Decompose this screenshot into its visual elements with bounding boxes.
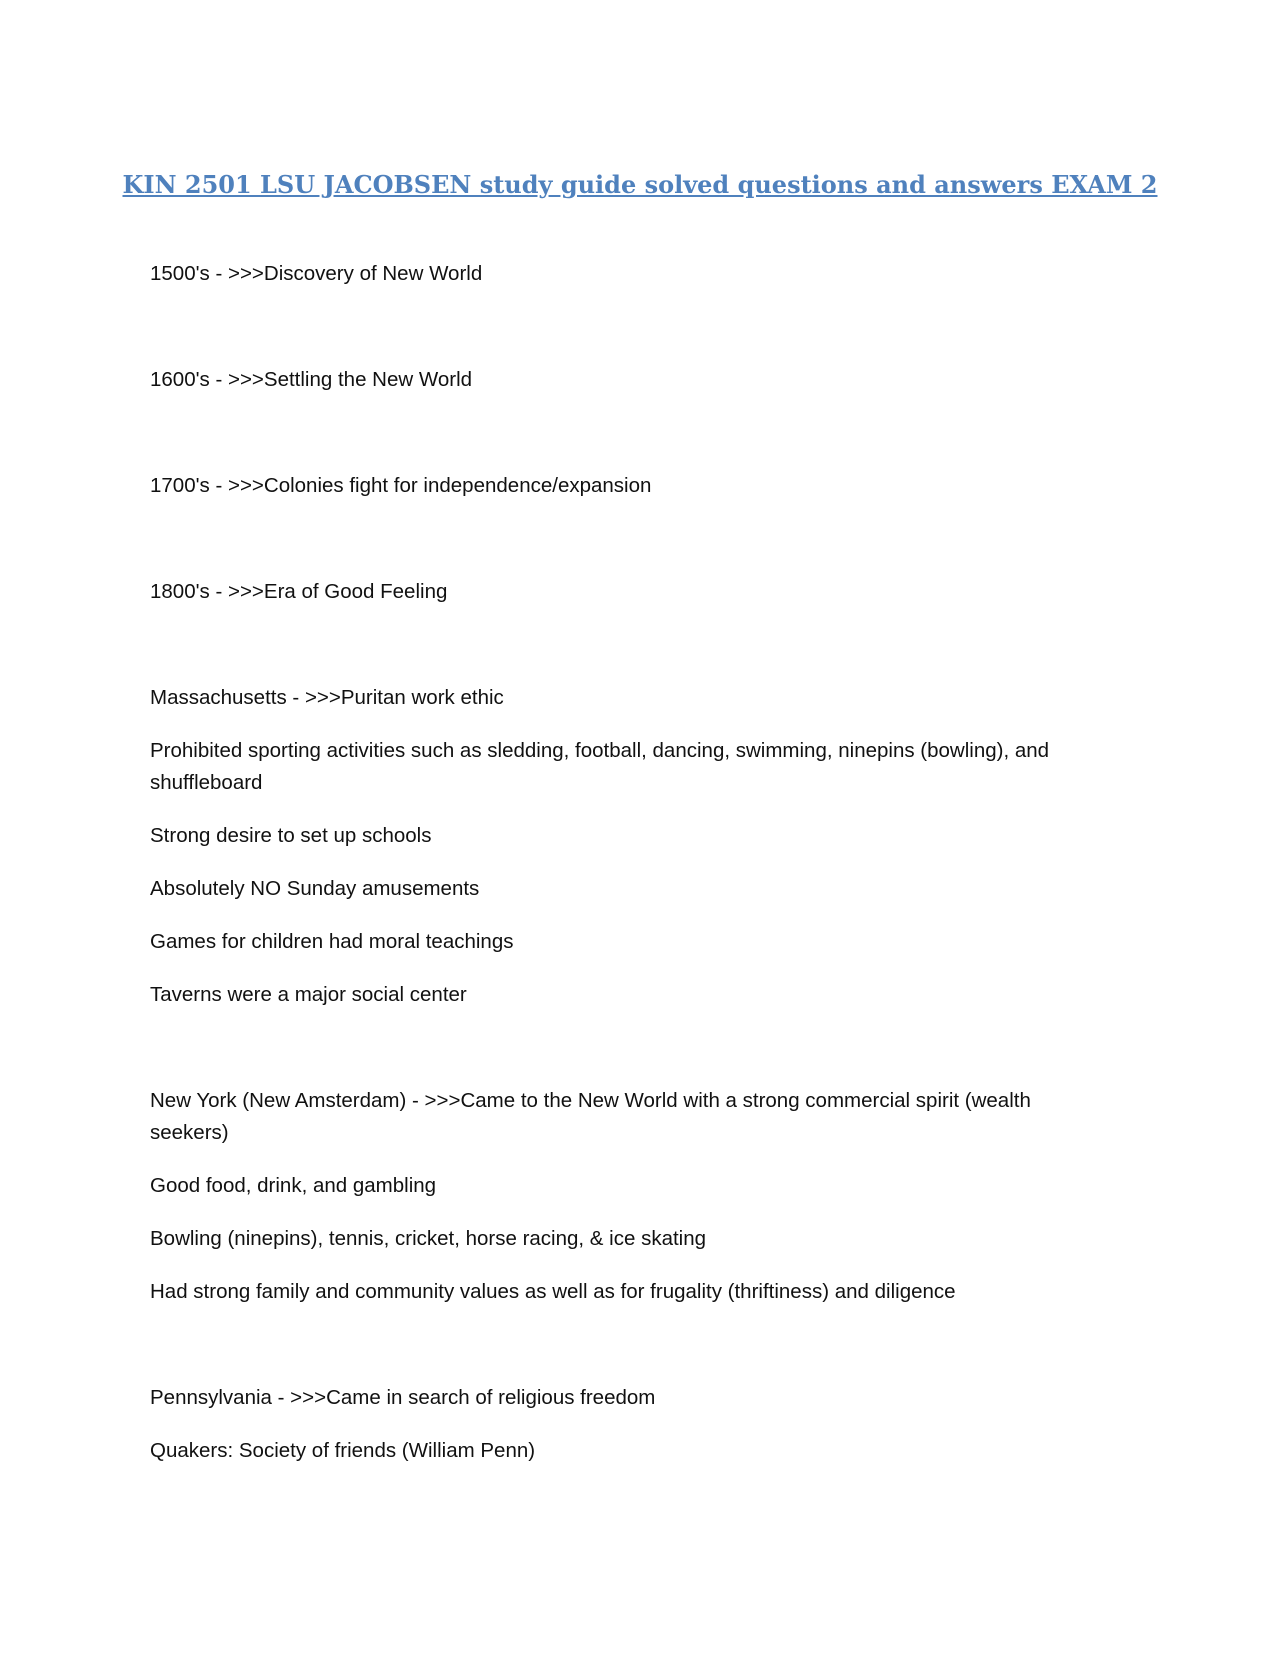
- paragraph-good-food: Good food, drink, and gambling: [150, 1174, 437, 1197]
- paragraph-schools: Strong desire to set up schools: [150, 824, 432, 847]
- paragraph-sunday: Absolutely NO Sunday amusements: [150, 877, 480, 900]
- paragraph-massachusetts: Massachusetts - >>>Puritan work ethic: [150, 686, 504, 709]
- paragraph-bowling: Bowling (ninepins), tennis, cricket, horse racing, & ice skating: [150, 1227, 707, 1250]
- paragraph-1800s: 1800's - >>>Era of Good Feeling: [150, 580, 448, 603]
- paragraph-new-york: New York (New Amsterdam) - >>>Came to the New World with a strong commercial spirit (wealth seekers): [150, 1089, 1037, 1144]
- paragraph-games: Games for children had moral teachings: [150, 930, 514, 953]
- paragraph-family-values: Had strong family and community values as well as for frugality (thriftiness) and diligence: [150, 1280, 956, 1303]
- paragraph-taverns: Taverns were a major social center: [150, 983, 467, 1006]
- paragraph-quakers: Quakers: Society of friends (William Penn): [150, 1439, 536, 1462]
- paragraph-prohibited: Prohibited sporting activities such as sledding, football, dancing, swimming, ninepins (bowling), and shuffleboard: [150, 739, 1055, 794]
- paragraph-pennsylvania: Pennsylvania - >>>Came in search of religious freedom: [150, 1386, 656, 1409]
- paragraph-1700s: 1700's - >>>Colonies fight for independence/expansion: [150, 474, 652, 497]
- document-title: KIN 2501 LSU JACOBSEN study guide solved questions and answers EXAM 2: [122, 170, 1158, 199]
- paragraph-1600s: 1600's - >>>Settling the New World: [150, 368, 473, 391]
- paragraph-1500s: 1500's - >>>Discovery of New World: [150, 262, 483, 285]
- document-body: [150, 258, 1110, 1467]
